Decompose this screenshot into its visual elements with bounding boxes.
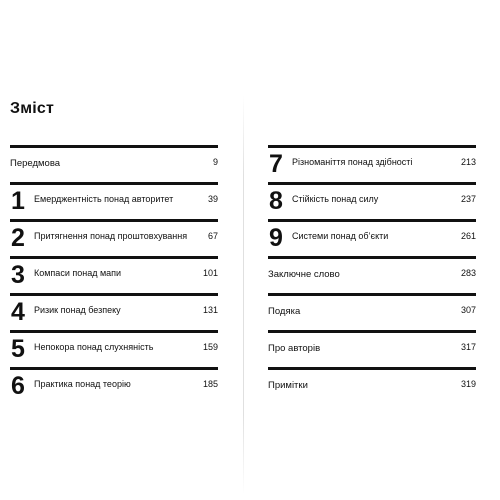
toc-entry-preface bbox=[10, 145, 218, 182]
toc-entry-notes bbox=[268, 367, 476, 404]
toc-entry-page: 185 bbox=[202, 379, 218, 389]
toc-entry-page: 39 bbox=[207, 194, 218, 204]
toc-entry-chapter-1 bbox=[10, 182, 218, 219]
chapter-number: 6 bbox=[11, 372, 25, 400]
toc-entry-label: Системи понад об’єкти bbox=[292, 231, 389, 241]
toc-entry-page: 237 bbox=[460, 194, 476, 204]
chapter-number: 2 bbox=[11, 224, 25, 252]
toc-entry-chapter-6 bbox=[10, 367, 218, 404]
toc-entry-acknowledgements bbox=[268, 293, 476, 330]
toc-entry-chapter-9 bbox=[268, 219, 476, 256]
toc-entry-page: 101 bbox=[202, 268, 218, 278]
toc-entry-chapter-3 bbox=[10, 256, 218, 293]
toc-right-column bbox=[268, 145, 476, 404]
chapter-number: 5 bbox=[11, 335, 25, 363]
toc-entry-label: Стійкість понад силу bbox=[292, 194, 379, 204]
toc-entry-chapter-5 bbox=[10, 330, 218, 367]
toc-entry-label: Ризик понад безпеку bbox=[34, 305, 121, 315]
toc-entry-page: 261 bbox=[460, 231, 476, 241]
toc-entry-label: Про авторів bbox=[268, 343, 321, 354]
toc-entry-label: Заключне слово bbox=[268, 269, 340, 280]
page-title: Зміст bbox=[10, 100, 55, 117]
toc-entry-label: Різноманіття понад здібності bbox=[292, 157, 413, 167]
chapter-number: 9 bbox=[269, 224, 283, 252]
toc-entry-page: 67 bbox=[207, 231, 218, 241]
toc-entry-label: Емерджентність понад авторитет bbox=[34, 194, 174, 204]
toc-left-column bbox=[10, 145, 218, 404]
toc-entry-page: 317 bbox=[460, 342, 476, 352]
chapter-number: 7 bbox=[269, 150, 283, 178]
toc-entry-page: 319 bbox=[460, 379, 476, 389]
toc-entry-page: 307 bbox=[460, 305, 476, 315]
toc-entry-page: 131 bbox=[202, 305, 218, 315]
page-gutter bbox=[243, 95, 244, 495]
toc-entry-page: 283 bbox=[460, 268, 476, 278]
toc-entry-page: 213 bbox=[460, 157, 476, 167]
toc-entry-chapter-4 bbox=[10, 293, 218, 330]
chapter-number: 3 bbox=[11, 261, 25, 289]
toc-entry-afterword bbox=[268, 256, 476, 293]
chapter-number: 8 bbox=[269, 187, 283, 215]
chapter-number: 1 bbox=[11, 187, 25, 215]
toc-entry-label: Практика понад теорію bbox=[34, 379, 131, 389]
toc-entry-label: Подяка bbox=[268, 306, 301, 317]
toc-entry-page: 9 bbox=[212, 157, 218, 167]
toc-entry-label: Примітки bbox=[268, 380, 308, 391]
toc-entry-about-authors bbox=[268, 330, 476, 367]
toc-entry-label: Притягнення понад проштовхування bbox=[34, 231, 188, 241]
toc-entry-label: Передмова bbox=[10, 158, 61, 169]
toc-entry-chapter-7 bbox=[268, 145, 476, 182]
chapter-number: 4 bbox=[11, 298, 25, 326]
toc-entry-page: 159 bbox=[202, 342, 218, 352]
toc-entry-label: Непокора понад слухняність bbox=[34, 342, 154, 352]
toc-entry-chapter-8 bbox=[268, 182, 476, 219]
toc-entry-chapter-2 bbox=[10, 219, 218, 256]
toc-entry-label: Компаси понад мапи bbox=[34, 268, 122, 278]
